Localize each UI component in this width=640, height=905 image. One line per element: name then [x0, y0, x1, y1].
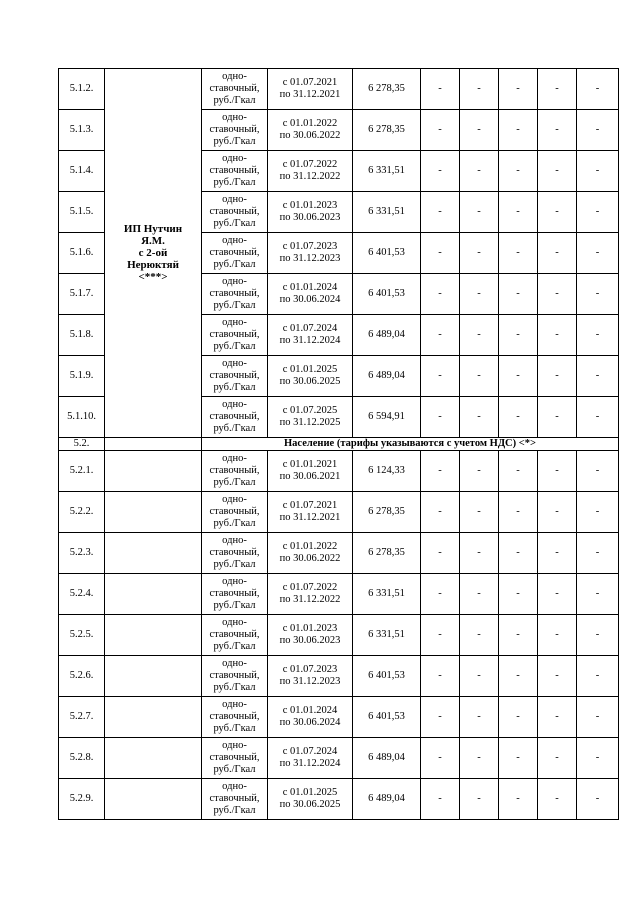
empty-value-cell: - [499, 315, 538, 356]
organization-empty-cell [105, 615, 202, 656]
tariff-period-line: с 01.07.2023 [282, 664, 338, 675]
tariff-value: 6 489,04 [353, 779, 421, 820]
tariff-type-line: ставочный, [209, 506, 260, 517]
empty-value-cell: - [577, 315, 619, 356]
tariff-type-line: ставочный, [209, 83, 260, 94]
section-title: Население (тарифы указываются с учетом НДС) <*> [202, 438, 619, 451]
tariff-type-line: руб./Гкал [213, 259, 256, 270]
empty-value-cell: - [460, 274, 499, 315]
row-number: 5.1.3. [59, 110, 105, 151]
tariff-period-line: по 30.06.2023 [279, 212, 341, 223]
empty-value-cell: - [460, 779, 499, 820]
section-blank-cell [105, 438, 202, 451]
table-row [59, 492, 619, 533]
tariff-type-line: ставочный, [209, 288, 260, 299]
tariff-period [268, 451, 353, 492]
tariff-type-line: ставочный, [209, 752, 260, 763]
empty-value-cell: - [538, 233, 577, 274]
tariff-type [202, 192, 268, 233]
tariff-period-line: по 31.12.2023 [279, 676, 341, 687]
tariff-table [58, 68, 619, 820]
tariff-period-line: с 01.07.2022 [282, 159, 338, 170]
tariff-period-line: с 01.07.2024 [282, 746, 338, 757]
tariff-type-line: одно- [222, 781, 247, 792]
row-number: 5.1.2. [59, 69, 105, 110]
tariff-period-line: с 01.01.2022 [282, 541, 338, 552]
empty-value-cell: - [460, 233, 499, 274]
empty-value-cell: - [577, 274, 619, 315]
empty-value-cell: - [421, 779, 460, 820]
tariff-type-line: одно- [222, 699, 247, 710]
tariff-type-line: ставочный, [209, 588, 260, 599]
empty-value-cell: - [538, 779, 577, 820]
empty-value-cell: - [538, 451, 577, 492]
row-number: 5.2.3. [59, 533, 105, 574]
tariff-type-line: руб./Гкал [213, 177, 256, 188]
tariff-type [202, 574, 268, 615]
empty-value-cell: - [421, 738, 460, 779]
row-number: 5.2.6. [59, 656, 105, 697]
empty-value-cell: - [460, 397, 499, 438]
empty-value-cell: - [460, 697, 499, 738]
tariff-period-line: по 30.06.2022 [279, 130, 341, 141]
empty-value-cell: - [499, 110, 538, 151]
empty-value-cell: - [538, 697, 577, 738]
tariff-type-line: ставочный, [209, 547, 260, 558]
table-row [59, 656, 619, 697]
empty-value-cell: - [499, 192, 538, 233]
tariff-period-line: с 01.01.2024 [282, 705, 338, 716]
section-header-row [59, 438, 619, 451]
tariff-type-line: руб./Гкал [213, 764, 256, 775]
empty-value-cell: - [499, 397, 538, 438]
organization-empty-cell [105, 451, 202, 492]
tariff-period [268, 151, 353, 192]
empty-value-cell: - [460, 656, 499, 697]
empty-value-cell: - [577, 356, 619, 397]
tariff-period-line: с 01.07.2022 [282, 582, 338, 593]
row-number: 5.1.7. [59, 274, 105, 315]
empty-value-cell: - [499, 356, 538, 397]
empty-value-cell: - [499, 151, 538, 192]
tariff-period [268, 397, 353, 438]
empty-value-cell: - [460, 738, 499, 779]
tariff-type [202, 533, 268, 574]
tariff-type-line: одно- [222, 153, 247, 164]
organization-empty-cell [105, 492, 202, 533]
empty-value-cell: - [460, 615, 499, 656]
tariff-period-line: по 31.12.2025 [279, 417, 341, 428]
empty-value-cell: - [577, 697, 619, 738]
empty-value-cell: - [421, 397, 460, 438]
tariff-period [268, 779, 353, 820]
row-number: 5.2.1. [59, 451, 105, 492]
tariff-type-line: одно- [222, 658, 247, 669]
tariff-type [202, 69, 268, 110]
tariff-value: 6 124,33 [353, 451, 421, 492]
tariff-type-line: руб./Гкал [213, 723, 256, 734]
empty-value-cell: - [460, 533, 499, 574]
empty-value-cell: - [499, 779, 538, 820]
tariff-type [202, 779, 268, 820]
organization-empty-cell [105, 656, 202, 697]
tariff-period-line: с 01.07.2025 [282, 405, 338, 416]
organization-name-line: Нерюктяй [127, 259, 179, 271]
empty-value-cell: - [538, 738, 577, 779]
tariff-type-line: ставочный, [209, 247, 260, 258]
tariff-type [202, 356, 268, 397]
tariff-type-line: одно- [222, 317, 247, 328]
tariff-type-line: ставочный, [209, 370, 260, 381]
tariff-period [268, 492, 353, 533]
tariff-type-line: руб./Гкал [213, 477, 256, 488]
tariff-value: 6 401,53 [353, 656, 421, 697]
empty-value-cell: - [499, 233, 538, 274]
tariff-type [202, 492, 268, 533]
empty-value-cell: - [538, 192, 577, 233]
organization-empty-cell [105, 738, 202, 779]
tariff-type [202, 697, 268, 738]
empty-value-cell: - [499, 274, 538, 315]
empty-value-cell: - [421, 574, 460, 615]
tariff-type-line: руб./Гкал [213, 423, 256, 434]
tariff-period-line: с 01.01.2025 [282, 787, 338, 798]
tariff-period [268, 69, 353, 110]
empty-value-cell: - [421, 274, 460, 315]
tariff-period-line: по 30.06.2025 [279, 799, 341, 810]
tariff-period-line: по 31.12.2021 [279, 89, 341, 100]
tariff-period-line: с 01.07.2024 [282, 323, 338, 334]
empty-value-cell: - [577, 192, 619, 233]
empty-value-cell: - [499, 69, 538, 110]
empty-value-cell: - [577, 492, 619, 533]
tariff-type [202, 656, 268, 697]
tariff-type [202, 615, 268, 656]
organization-empty-cell [105, 697, 202, 738]
tariff-type-line: руб./Гкал [213, 218, 256, 229]
empty-value-cell: - [499, 697, 538, 738]
tariff-value: 6 401,53 [353, 233, 421, 274]
tariff-type-line: руб./Гкал [213, 300, 256, 311]
tariff-period-line: с 01.01.2021 [282, 459, 338, 470]
tariff-type-line: руб./Гкал [213, 518, 256, 529]
tariff-type-line: ставочный, [209, 165, 260, 176]
table-row [59, 451, 619, 492]
tariff-period-line: по 30.06.2021 [279, 471, 341, 482]
tariff-period-line: с 01.01.2024 [282, 282, 338, 293]
tariff-type [202, 151, 268, 192]
tariff-period-line: с 01.01.2023 [282, 200, 338, 211]
empty-value-cell: - [421, 492, 460, 533]
tariff-type-line: ставочный, [209, 793, 260, 804]
tariff-type-line: одно- [222, 194, 247, 205]
empty-value-cell: - [421, 315, 460, 356]
row-number: 5.2.7. [59, 697, 105, 738]
empty-value-cell: - [577, 533, 619, 574]
section-number: 5.2. [59, 438, 105, 451]
tariff-type [202, 451, 268, 492]
empty-value-cell: - [538, 69, 577, 110]
organization-name-line: с 2-ой [138, 247, 168, 259]
empty-value-cell: - [499, 492, 538, 533]
organization-name [105, 69, 202, 438]
empty-value-cell: - [538, 356, 577, 397]
tariff-period-line: с 01.07.2023 [282, 241, 338, 252]
empty-value-cell: - [499, 533, 538, 574]
tariff-type-line: одно- [222, 740, 247, 751]
tariff-period-line: по 31.12.2023 [279, 253, 341, 264]
tariff-period-line: по 30.06.2023 [279, 635, 341, 646]
tariff-type-line: ставочный, [209, 711, 260, 722]
table-row [59, 615, 619, 656]
tariff-type-line: одно- [222, 399, 247, 410]
tariff-type-line: ставочный, [209, 124, 260, 135]
empty-value-cell: - [460, 451, 499, 492]
organization-name-line: ИП Нутчин [123, 223, 183, 235]
tariff-value: 6 489,04 [353, 738, 421, 779]
tariff-period [268, 233, 353, 274]
tariff-period [268, 356, 353, 397]
empty-value-cell: - [538, 492, 577, 533]
empty-value-cell: - [499, 738, 538, 779]
tariff-period [268, 615, 353, 656]
tariff-type-line: ставочный, [209, 670, 260, 681]
empty-value-cell: - [538, 397, 577, 438]
empty-value-cell: - [460, 356, 499, 397]
tariff-type-line: одно- [222, 71, 247, 82]
tariff-period-line: с 01.01.2025 [282, 364, 338, 375]
empty-value-cell: - [577, 738, 619, 779]
empty-value-cell: - [538, 615, 577, 656]
tariff-period-line: по 30.06.2024 [279, 294, 341, 305]
tariff-type-line: одно- [222, 535, 247, 546]
empty-value-cell: - [421, 533, 460, 574]
tariff-value: 6 594,91 [353, 397, 421, 438]
empty-value-cell: - [499, 574, 538, 615]
tariff-type-line: одно- [222, 617, 247, 628]
tariff-period [268, 533, 353, 574]
tariff-type-line: одно- [222, 276, 247, 287]
tariff-type-line: одно- [222, 235, 247, 246]
tariff-type-line: одно- [222, 576, 247, 587]
organization-empty-cell [105, 574, 202, 615]
tariff-type-line: одно- [222, 358, 247, 369]
tariff-period-line: по 30.06.2025 [279, 376, 341, 387]
tariff-period [268, 738, 353, 779]
organization-name-line: Я.М. [141, 235, 165, 247]
tariff-value: 6 489,04 [353, 356, 421, 397]
empty-value-cell: - [538, 151, 577, 192]
empty-value-cell: - [577, 779, 619, 820]
tariff-type-line: ставочный, [209, 411, 260, 422]
row-number: 5.2.2. [59, 492, 105, 533]
table-row [59, 697, 619, 738]
tariff-period [268, 110, 353, 151]
tariff-type-line: руб./Гкал [213, 136, 256, 147]
tariff-type [202, 738, 268, 779]
tariff-type-line: ставочный, [209, 465, 260, 476]
empty-value-cell: - [421, 110, 460, 151]
empty-value-cell: - [460, 315, 499, 356]
empty-value-cell: - [538, 110, 577, 151]
empty-value-cell: - [577, 69, 619, 110]
tariff-type-line: руб./Гкал [213, 600, 256, 611]
row-number: 5.2.8. [59, 738, 105, 779]
tariff-type-line: одно- [222, 453, 247, 464]
tariff-value: 6 401,53 [353, 274, 421, 315]
table-row [59, 533, 619, 574]
tariff-period-line: по 31.12.2024 [279, 335, 341, 346]
tariff-value: 6 331,51 [353, 615, 421, 656]
tariff-period [268, 656, 353, 697]
empty-value-cell: - [577, 656, 619, 697]
row-number: 5.2.4. [59, 574, 105, 615]
tariff-type [202, 110, 268, 151]
empty-value-cell: - [460, 192, 499, 233]
empty-value-cell: - [421, 451, 460, 492]
tariff-type [202, 233, 268, 274]
row-number: 5.2.9. [59, 779, 105, 820]
row-number: 5.1.10. [59, 397, 105, 438]
tariff-value: 6 278,35 [353, 492, 421, 533]
organization-empty-cell [105, 533, 202, 574]
empty-value-cell: - [538, 533, 577, 574]
empty-value-cell: - [421, 192, 460, 233]
tariff-type-line: одно- [222, 494, 247, 505]
tariff-value: 6 278,35 [353, 110, 421, 151]
empty-value-cell: - [499, 451, 538, 492]
empty-value-cell: - [577, 110, 619, 151]
organization-empty-cell [105, 779, 202, 820]
tariff-period [268, 315, 353, 356]
table-row [59, 69, 619, 110]
empty-value-cell: - [421, 356, 460, 397]
tariff-period-line: по 30.06.2024 [279, 717, 341, 728]
table-row [59, 779, 619, 820]
empty-value-cell: - [538, 656, 577, 697]
tariff-value: 6 331,51 [353, 192, 421, 233]
empty-value-cell: - [421, 233, 460, 274]
empty-value-cell: - [421, 615, 460, 656]
empty-value-cell: - [577, 451, 619, 492]
tariff-type-line: руб./Гкал [213, 682, 256, 693]
empty-value-cell: - [460, 69, 499, 110]
row-number: 5.1.8. [59, 315, 105, 356]
empty-value-cell: - [421, 151, 460, 192]
tariff-period-line: по 31.12.2021 [279, 512, 341, 523]
empty-value-cell: - [577, 615, 619, 656]
tariff-type-line: руб./Гкал [213, 95, 256, 106]
tariff-type [202, 315, 268, 356]
tariff-type-line: одно- [222, 112, 247, 123]
tariff-type-line: руб./Гкал [213, 341, 256, 352]
tariff-type [202, 397, 268, 438]
tariff-period [268, 574, 353, 615]
empty-value-cell: - [421, 656, 460, 697]
table-row [59, 738, 619, 779]
tariff-period-line: по 31.12.2022 [279, 171, 341, 182]
empty-value-cell: - [577, 397, 619, 438]
tariff-value: 6 278,35 [353, 69, 421, 110]
empty-value-cell: - [538, 315, 577, 356]
table-row [59, 574, 619, 615]
empty-value-cell: - [421, 69, 460, 110]
organization-name-line: <***> [138, 271, 168, 283]
row-number: 5.2.5. [59, 615, 105, 656]
tariff-type-line: ставочный, [209, 629, 260, 640]
empty-value-cell: - [499, 656, 538, 697]
empty-value-cell: - [538, 574, 577, 615]
empty-value-cell: - [538, 274, 577, 315]
empty-value-cell: - [577, 233, 619, 274]
tariff-type [202, 274, 268, 315]
empty-value-cell: - [577, 151, 619, 192]
tariff-period-line: по 30.06.2022 [279, 553, 341, 564]
tariff-period-line: с 01.01.2023 [282, 623, 338, 634]
row-number: 5.1.5. [59, 192, 105, 233]
tariff-period-line: с 01.01.2022 [282, 118, 338, 129]
tariff-period [268, 697, 353, 738]
tariff-type-line: руб./Гкал [213, 641, 256, 652]
tariff-type-line: руб./Гкал [213, 559, 256, 570]
row-number: 5.1.9. [59, 356, 105, 397]
tariff-value: 6 331,51 [353, 151, 421, 192]
empty-value-cell: - [577, 574, 619, 615]
tariff-period-line: по 31.12.2024 [279, 758, 341, 769]
tariff-value: 6 331,51 [353, 574, 421, 615]
empty-value-cell: - [460, 151, 499, 192]
row-number: 5.1.4. [59, 151, 105, 192]
tariff-type-line: ставочный, [209, 206, 260, 217]
tariff-period-line: с 01.07.2021 [282, 500, 338, 511]
tariff-period [268, 274, 353, 315]
row-number: 5.1.6. [59, 233, 105, 274]
tariff-type-line: руб./Гкал [213, 382, 256, 393]
tariff-period-line: по 31.12.2022 [279, 594, 341, 605]
empty-value-cell: - [421, 697, 460, 738]
empty-value-cell: - [499, 615, 538, 656]
tariff-value: 6 278,35 [353, 533, 421, 574]
tariff-type-line: ставочный, [209, 329, 260, 340]
tariff-type-line: руб./Гкал [213, 805, 256, 816]
tariff-value: 6 401,53 [353, 697, 421, 738]
table-body [59, 69, 619, 820]
tariff-value: 6 489,04 [353, 315, 421, 356]
tariff-period [268, 192, 353, 233]
empty-value-cell: - [460, 492, 499, 533]
empty-value-cell: - [460, 574, 499, 615]
tariff-period-line: с 01.07.2021 [282, 77, 338, 88]
empty-value-cell: - [460, 110, 499, 151]
